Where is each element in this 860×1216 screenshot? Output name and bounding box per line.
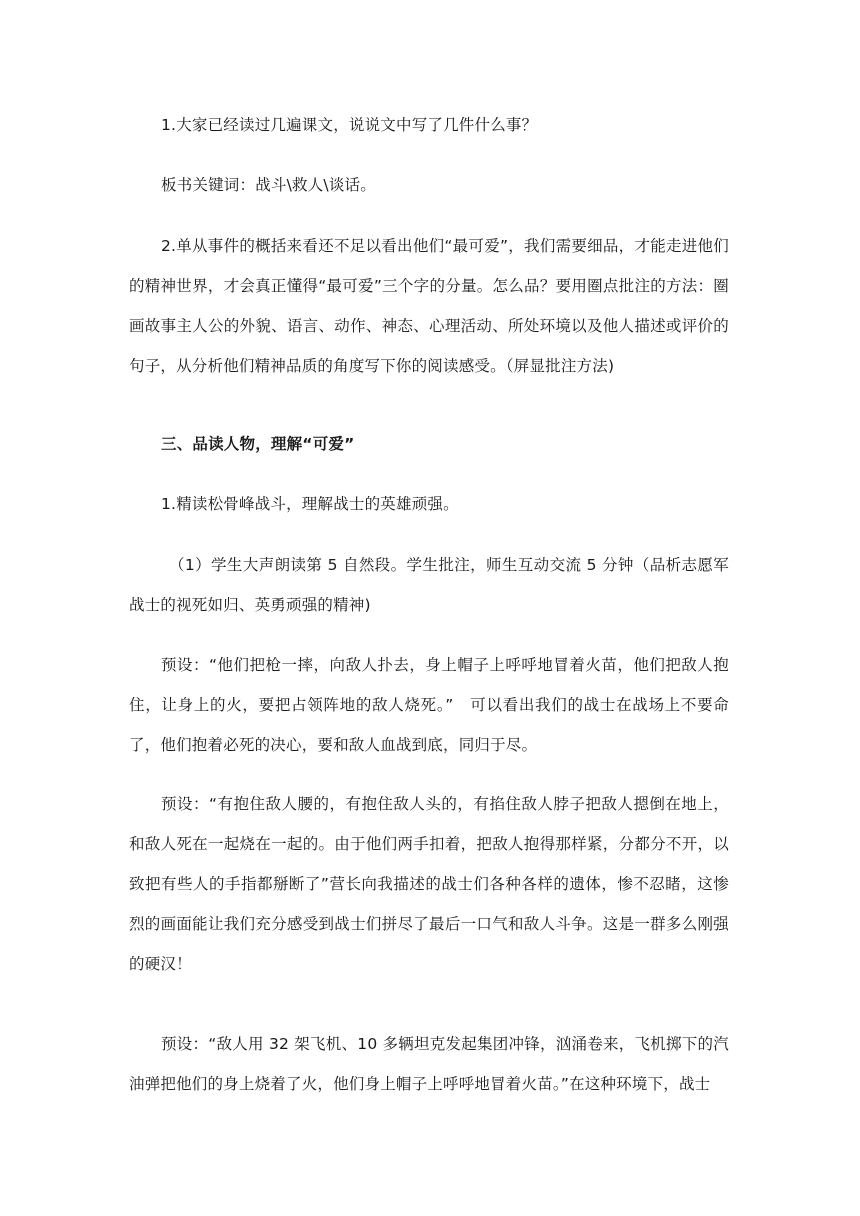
paragraph-preset-2: 预设：“有抱住敌人腰的，有抱住敌人头的，有掐住敌人脖子把敌人摁倒在地上，和敌人死在一起烧在一起的。由于他们两手扣着，把敌人抱得那样紧，分都分不开，以致把有些人的手指都掰断了”营长向我描述的战士们各种各样的遗体，惨不忍睹，这惨烈的画面能让我们充分感受到战士们拼尽了最后一口气和敌人斗争。这是一群多么刚强的硬汉！ [129,795,729,973]
paragraph-preset-1: 预设：“他们把枪一摔，向敌人扑去，身上帽子上呼呼地冒着火苗，他们把敌人抱住，让身上的火，要把占领阵地的敌人烧死。” 可以看出我们的战士在战场上不要命了，他们抱着必死的决心，要和敌人血战到底，同归于尽。 [129,656,729,754]
section-heading-3: 三、品读人物，理解“可爱” [161,435,355,453]
paragraph-question-1: 1.大家已经读过几遍课文，说说文中写了几件什么事？ [161,116,538,134]
paragraph-substep-1: （1）学生大声朗读第 5 自然段。学生批注，师生互动交流 5 分钟（品析志愿军战士的视死如归、英勇顽强的精神) [129,556,729,614]
paragraph-question-2: 2.单从事件的概括来看还不足以看出他们“最可爱”，我们需要细品，才能走进他们的精神世界，才会真正懂得“最可爱”三个字的分量。怎么品？要用圈点批注的方法：圈画故事主人公的外貌、语言、动作、神态、心理活动、所处环境以及他人描述或评价的句子，从分析他们精神品质的角度写下你的阅读感受。（屏显批注方法) [129,237,729,375]
paragraph-blackboard-keywords: 板书关键词：战斗\救人\谈话。 [161,176,376,194]
paragraph-preset-3: 预设：“敌人用 32 架飞机、10 多辆坦克发起集团冲锋，汹涌卷来，飞机掷下的汽油弹把他们的身上烧着了火，他们身上帽子上呼呼地冒着火苗。”在这种环境下，战士 [129,1035,729,1093]
paragraph-step-1: 1.精读松骨峰战斗，理解战士的英雄顽强。 [161,495,459,513]
